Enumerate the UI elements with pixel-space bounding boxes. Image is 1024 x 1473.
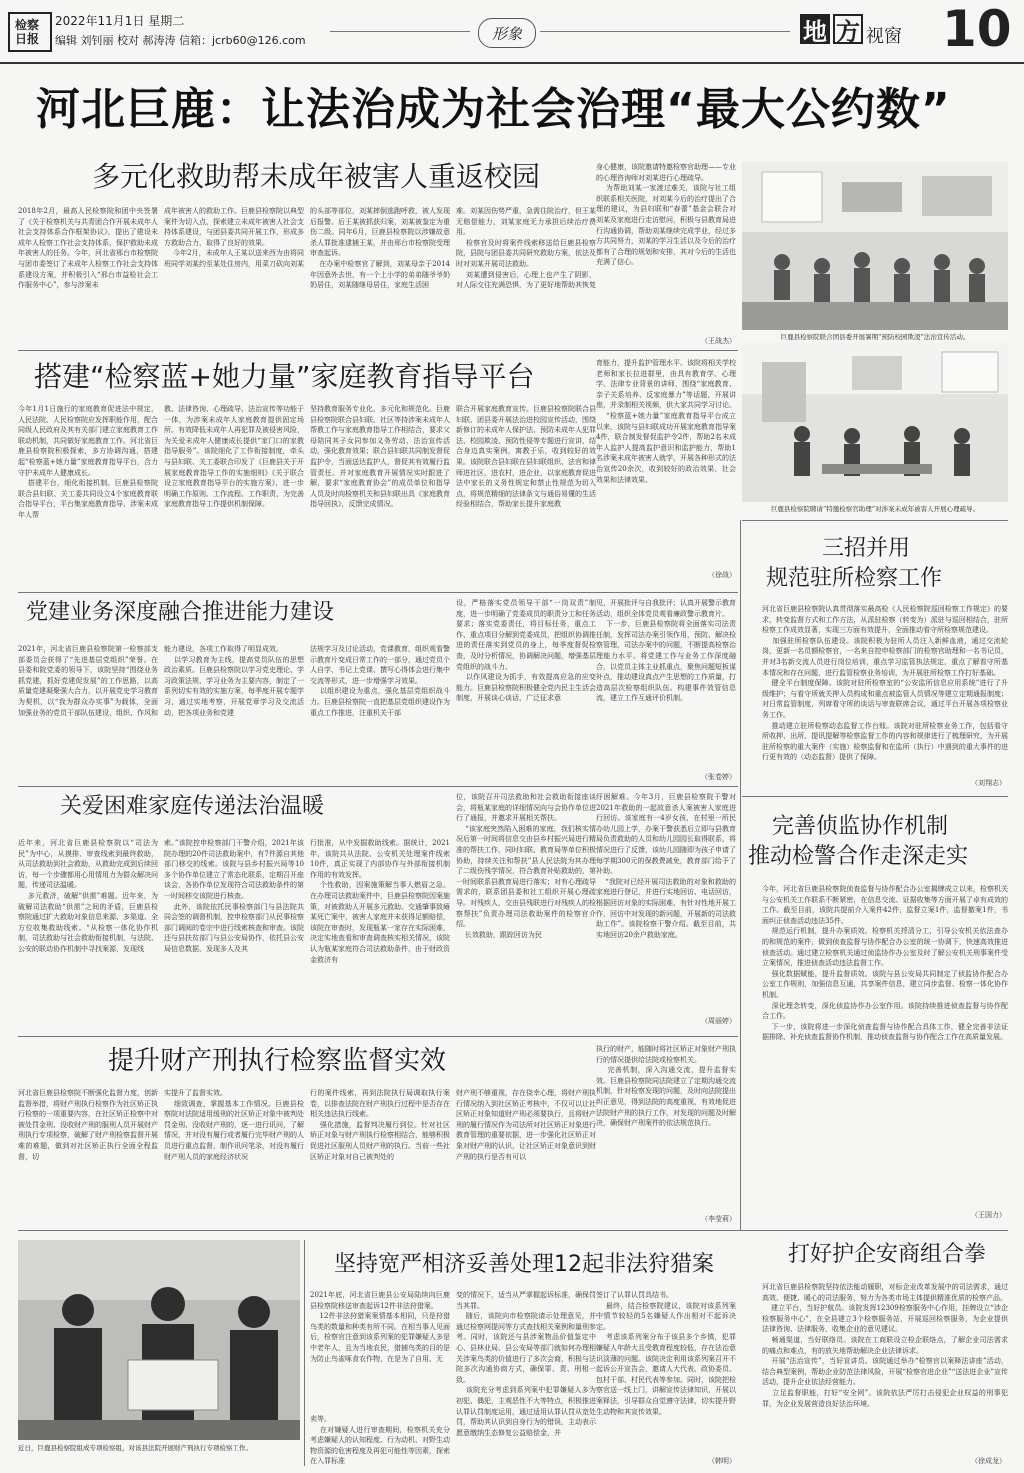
divider-5 bbox=[18, 1230, 1008, 1231]
divider-side-1 bbox=[742, 520, 1008, 521]
side-2-byline: （王国力） bbox=[971, 1211, 1006, 1219]
masthead bbox=[0, 0, 1024, 62]
article-4-col5: 纾困解难。今年3月，巨鹿县检察院干警对2021年救助的一起故意杀人案被害人家庭进行回访。该家庭有一4岁女孩，在村里一所民办幼儿园上学，办案干警获悉后立即与县教育局负责救助的人员和幼儿园园长取得联系，将情况进行了反馈，该幼儿园随即为孩子申请了每学期300元的保教费减免，教育部门给予了补助。 “我院对已经开展司法救助的对象和救助的家庭进行登记，并进行实地回访、电话回访，根据回访对象的实际困难，有针对性地开展工作，回访中对发现的新问题，开展新的司法救助工作”。该院检察干警介绍。截至目前，共实地回访20余户救助家庭。 bbox=[596, 793, 736, 939]
side-3-body: 河北省巨鹿县检察院坚持依法能动履职，对标企业改革发展中的司法需求，通过高效、便捷、暖心的司法服务，努力为各类市场主体提供精准优质的检察产品。 建立平台，当好护航员。该院发挥12309检察服务中心作用，挂牌设立“涉企检察服务中心”，在全县建立3个检察服务站，开展巡回检察服务，为企业提供法律咨询、法律服务，收集企业的意见建议。 畅通渠道，当好联络员。该院在工商联设立检企联络点，了解企业司法需求的痛点和难点，有的放矢地帮助解决企业法律诉求。 开展“法治宣传”，当好宣讲员。该院通过举办“检察官以案释法讲座”活动，结合典型案例，帮助企业防范法律风险，开展“检察官进企业”“送法进企业”宣传活动，提升企业依法经营能力。 立足监督职能，打好“安全网”。该院依法严厉打击侵犯企业权益的刑事犯罪，为企业发展营造良好法治环境。 bbox=[762, 1283, 1008, 1408]
section-badge-a: 地 bbox=[800, 14, 830, 44]
divider-side-2 bbox=[742, 796, 1008, 797]
main-headline: 河北巨鹿：让法治成为社会治理“最大公约数” bbox=[36, 84, 951, 135]
article-3-col1: 2021年，河北省巨鹿县检察院第一检察部支部委员会获得了“先进基层党组织”荣誉。在县委和院党委的领导下，该院坚持“围绕业务抓党建，抓好党建促发展”的工作思路，以高质量党建凝聚强大合力，以开展党史学习教育为契机，以“我为群众办实事”为载体，全面加强业务的党员干部队伍建设，组织、作风和 bbox=[18, 645, 158, 717]
article-5-col5: 执行的财产，能随时将社区矫正对象财产刑执行的情况提供给法院或检察机关。 完善机制，深入沟通交流，提升监督实效。巨鹿县检察院同法院建立了定期沟通交流机制，针对检察发现的问题，及时向法院提出纠正意见，得到法院的高度重视，有效地促进法院财产刑的执行工作，对发现的问题及时解决，确保财产刑案件的依法规范执行。 bbox=[596, 1045, 736, 1128]
side-1-title-line2: 规范驻所检察工作 bbox=[766, 566, 943, 591]
article-1-title: 多元化救助帮未成年被害人重返校园 bbox=[92, 160, 541, 193]
article-5-col3: 行的案件线索，再到法院执行局调取执行案卷，以排查法院在财产刑执行过程中是否存在相关违法执行线索。 强化措施，监督判决履行到位。针对社区矫正对象与财产刑执行检察相结合，能够积极促进社区服刑人员财产刑的执行。当前一些社区矫正对象对自己被判处的 bbox=[310, 1089, 450, 1161]
photo-inspection-team-image bbox=[18, 1240, 300, 1440]
article-6-col4: 签订了认罪认罚具结书。 最终，结合检察院建议，该院对该系列案中情节较轻的5名嫌疑人作出相对不起诉决定。 考虑该系列案分布于该县多个乡镇，犯罪嫌疑人年龄大且受教育程度较低，存在法治意识淡薄的问题。该院决定利用该系列案召开不起诉公开宣告会，邀请人大代表、政协委员、包村干部、村民代表等参加。同时，该院把检察官送一线上门，讲解宣传法律知识，开展以案释法，引导群众自觉遵守法律，切实提升野生动物和其宣传效果。 bbox=[596, 1291, 736, 1416]
column-rule-right bbox=[740, 520, 741, 1230]
article-2-col2: 教、法律咨询、心理疏导、法治宣传等功能于一体，为涉案未成年人家庭教育提供固定场所。有效降低未成年人再犯罪及被侵害风险，为关爱未成年人健康成长提供“家门口的家教指导服务”。该院细化了工作衔接制度，牵头与县妇联、关工委联合印发了《巨鹿县关于开展家庭教育指导工作的实施细则》《关于联合设立家庭教育指导平台的实施方案》，进一步明确工作原则、工作流程、工作职责，为完善家庭教育指导工作提供机制保障。 bbox=[164, 405, 304, 509]
article-3-title: 党建业务深度融合推进能力建设 bbox=[26, 600, 335, 625]
column-rule-bottom bbox=[304, 1240, 305, 1466]
article-5-col2: 实提升了监督实效。 细致调查，掌握基本工作情况。巨鹿县检察院对法院适用缓刑的社区矫正对象中被判处罚金刑、没收财产刑的，逐一进行讯问，了解情况，并对没有履行或者履行完毕财产刑的人员进行重点监督，制作讯问笔录，对没有履行财产刑人员的家庭经济状况 bbox=[164, 1089, 304, 1161]
side-2-title-line2: 推动检警合作走深走实 bbox=[748, 844, 969, 869]
article-2-title: 搭建“检察蓝+她力量”家庭教育指导平台 bbox=[34, 360, 535, 393]
column-tag bbox=[478, 18, 536, 48]
article-1-col4: 难。刘某因伤势严重，急需住院治疗，但王某无赔偿能力，刘某家庭无力承担后续治疗费用。 检察官及时将案件线索移送给巨鹿县检察院，县院与团县委共同研究救助方案，依法及时对刘某开展司法救助。 刘某遭到侵害后，心理上也产生了阴影，对人际交往充满恐惧，为了更好地帮助其恢复 bbox=[456, 207, 596, 290]
photo-campus-event-image bbox=[742, 162, 1008, 330]
issue-date: 2022年11月1日 星期二 bbox=[55, 14, 185, 28]
photo-1-caption: 巨鹿县检察院联合团县委开展暑期“预防校园欺凌”法治宣传活动。 bbox=[780, 333, 970, 341]
section-name: 视窗 bbox=[866, 26, 902, 47]
photo-counseling-image bbox=[742, 342, 1008, 502]
article-2-col5: 育能力，提升监护管理水平。该院将相关学校老师和家长拉进群里，由具有教育学、心理学、法律专业背景的讲师，围绕“家庭教育、亲子关系培养、反家庭暴力”等话题，开展讲座，并录制相关视频，供大家共同学习讨论。 “检察蓝+她力量”家庭教育指导平台成立以来，该院与县妇联成功开展家庭教育指导案4件，联合制发督促监护令2件，帮助2名未成年人监护人提高监护意识和监护能力，帮助1名涉案未成年被害人就学，开展各种形式的法治宣传20余次，收到较好的政治效果、社会效果和法律效果。 bbox=[596, 359, 736, 484]
side-1-body: 河北省巨鹿县检察院认真贯彻落实最高检《人民检察院巡回检察工作规定》的要求，转变监督方式和工作方法，从派驻检察（转变为）派驻与巡回相结合，驻所检察工作成效显著，实现三方面有效提升，全面推动看守所检察规范建设。 加强驻所检察队伍建设。该院积极为驻所人员注入新鲜血液，通过交流轮岗，更新一名员额检察官，一名来自控申检察部门的检察官助理和一名书记员，并对3名新交流人员进行岗位培训，重点学习监管执法规定，重点了解看守所基本情况和存在问题，进行监管检察业务培训，为开展驻所检察工作打好基础。 健全平台制度保障。该院对驻所检察室的“公安监所信息应用系统”进行了升级维护；与看守所就关押人员构成和重点被监管人员情况等建立定期通报制度；对日常监管制度，列席看守所的谈话与审查联席会议，通过平台开展各项检察业务工作。 推动建立驻所检察动态监督工作台账。该院对驻所检察业务工作，包括看守所收押、出所、提讯提解等检察监督工作的内容和规律进行了梳理研究，为开展驻所检察的重大案件（实施）检察监督和在监所（执行）中遇到的重大事件的进行更有效的（动态监督）提供了保障。 bbox=[762, 605, 1008, 762]
logo-text: 检察日报 bbox=[15, 18, 40, 46]
article-5-col4: 财产刑不够重视，存在侥幸心理，将财产刑执行情况纳入到社区矫正考核中，不仅可以让社区矫正对象知道财产刑必须要执行，且将财产刑的履行情况作为司法所对社区矫正对象进行教育管理的重要依据，进一步强化社区矫正对象对财产刑的认识，让社区矫正对象意识到财产刑的执行是否有可以 bbox=[456, 1089, 596, 1161]
section-badge-b: 方 bbox=[833, 14, 863, 44]
article-6-col1: 2021年底，河北省巨鹿县公安局陆续向巨鹿县检察院移送审查起诉12件非法狩猎案。 12件非法狩猎案案情基本相同，只是狩猎鸟类的数量和种类有所不同。在相当事人见面后，检察官注意到该系列案的犯罪嫌疑人多是中老年人，且为当地农民，猎捕鸟类的目的是为防止鸟雀啄食农作物，在是为了自用、无 bbox=[310, 1291, 450, 1363]
masthead-rule bbox=[330, 31, 470, 32]
article-3-col3: 法规学习及讨论活动，党课教育，组织观看警示教育片变成日常工作的一部分，通过党员个人自学、书记上党课、撰写心得体会进行集中交流等形式，进一步增强学习效果。 以组织建设为重点，强化基层党组织战斗力。巨鹿县检察院一直把基层党组织建设作为重点工作推进，注重机关干部 bbox=[310, 645, 450, 717]
side-1-byline: （刘翔志） bbox=[971, 779, 1006, 787]
article-6-col2: 卖等。 在对嫌疑人进行审查期间，检察机关充分考虑嫌疑人的认知程度、行为动机、对野生动物资源的危害程度及再犯可能性等因素，探索在入罪标准 bbox=[310, 1415, 450, 1466]
article-2-col1: 今年1月1日施行的家庭教育促进法中规定，人民法院、人民检察院应发挥职能作用，配合同级人民政府及其有关部门建立家庭教育工作联动机制，共同做好家庭教育工作。河北省巨鹿县检察院积极探索，多方协调沟通，搭建起“检察蓝+她力量”家庭教育指导平台，合力守护未成年人健康成长。 搭建平台，细化衔接机制。巨鹿县检察院联合县妇联、关工委共同设立4个家庭教育联合指导平台，平台集家庭教育指导、涉案未成年人帮 bbox=[18, 405, 158, 519]
article-1-col3: 的头部等部位，刘某摔倒逃跑呼救，被人发现后报警。后王某被抓获归案，刘某被鉴定为重伤二级。同年6月，巨鹿县检察院以涉嫌故意杀人罪批准逮捕王某，并由邢台市检察院受理审查起诉。 在办案中检察官了解到，刘某母亲于2014年因意外去世，有一个上小学的弟弟随爷爷奶奶居住，刘某随继母居住，家庭生活困 bbox=[310, 207, 450, 290]
article-1-col5: 身心健康，该院邀请特邀检察官助理——专业的心理咨询师对刘某进行心理疏导。 为帮助刘某一家渡过难关，该院与社工组织联系相关医院，对刘某今后的治疗提出了合理的建议，为县妇联和“春蕾”基金会联合对刘某及家庭进行走访慰问，积极与县教育局进行沟通协调，帮助刘某继续完成学业，经过多方共同努力，刘某的学习生活以及今后的治疗都有了合理的规划和安排，其对今后的生活也充满了信心。 bbox=[596, 163, 736, 267]
article-5-title: 提升财产刑执行检察监督实效 bbox=[108, 1046, 447, 1076]
article-2-col3: 坚持教育服务专业化、多元化和规范化。巨鹿县检察院联合县妇联、社区等持涉案未成年人帮教工作与家庭教育指导工作相结合，要求父母陪同其子女同参加义务劳动、法治宣传活动，强化教育效果；联合县妇联共同制发督促监护令，当面送达监护人，督促其有效履行监管责任。并对家庭教育开展情况实时跟进了解，要求“家庭教育协会”的成员单位和指导人员及时向检察机关和县妇联出具《家庭教育指导回执》，反馈完成情况。 bbox=[310, 405, 450, 509]
divider-2 bbox=[18, 592, 738, 593]
article-4-byline: （周丽婷） bbox=[701, 1017, 736, 1025]
article-3-col4: 设，严格落实党员领导干部“一岗双责”制度，进一步明确了党委成员的职责分工和任务要求；落实党委责任，将目标任务，重点工作、重点项目分解到党委成员，把组织协调推进的责任落实到党员的身上，每季度督促检查，及时分析情况，协调解决问题，增强基层党组织的战斗力。 以作风建设为抓手，有效提高应急的应变能力。巨鹿县检察院积极健全党内民主生活会制度，开展谈心谈话，广泛征求意 bbox=[456, 599, 596, 703]
article-3-byline: （张卷婷） bbox=[701, 773, 736, 781]
side-2-title-line1: 完善侦监协作机制 bbox=[772, 814, 949, 839]
photo-campus-event bbox=[742, 162, 1008, 330]
photo-inspection-team bbox=[18, 1240, 300, 1440]
article-1-col1: 2018年2月，最高人民检察院和团中央签署了《关于检察机关与共青团合作开展未成年人社会支持体系合作框架协议》，提出了建设未成年人检察工作社会支持体系，保护救助未成年被害人的任务。今年，河北省邢台市检察院与团市委签订了未成年人检察工作社会支持体系建设方案，并积极引入“邢台市益检社会工作服务中心”，参与涉案未 bbox=[18, 207, 158, 290]
side-2-body: 今年，河北省巨鹿县检察院侦查监督与协作配合办公室揭牌成立以来，检察机关与公安机关工作联系不断紧密，在信息交流、证据收集等方面开展了卓有成效的工作。截至目前，该院共提前介入案件42件，监督立案1件，监督撤案1件，书面纠正侦查活动违法35件。 规范运行机制，提升办案质效。检察机关捋清分工，引导公安机关依法查办的和规范的案件，做到侦查监督与协作配合办公室的统一协调下，快速高效推进侦查活动。通过建立检察机关通过侦监协作办公室及时了解公安机关刑事案件受立案情况，推进侦查活动违法监督工作。 强化数据赋能，提升监督质效。该院与县公安局共同制定了侦监协作配合办公室工作规则，加强信息互通，共享案件信息，建立同步监督、检察一体化协作机制。 深化理念转变，深化侦监协作办公室作用。该院持续推进侦查监督与协作配合工作。 下一步，该院将进一步深化侦查监督与协作配合具体工作，健全完善非法证据排除、补充侦查监督协作机制，推动侦查监督与协作配合工作在高质量发展。 bbox=[762, 885, 1008, 1042]
column-tag-text: 形象 bbox=[491, 24, 522, 43]
page-number: 10 bbox=[942, 0, 1012, 58]
divider-1 bbox=[18, 350, 738, 351]
side-3-title: 打好护企安商组合拳 bbox=[788, 1242, 987, 1267]
photo-3-caption: 近日，巨鹿县检察院组成专项检察组，对该县法院开展财产刑执行专项检察工作。 bbox=[18, 1444, 252, 1452]
side-1-title-line1: 三招并用 bbox=[822, 536, 911, 561]
article-4-title: 关爱困难家庭传递法治温暖 bbox=[60, 794, 325, 819]
article-2-byline: （徐战） bbox=[708, 571, 736, 579]
article-6-byline: （韩明） bbox=[708, 1457, 736, 1465]
editor-line: 编辑 刘钊丽 校对 郝涛涛 信箱：jcrb60@126.com bbox=[55, 34, 306, 47]
article-4-col1: 近年来，河北省巨鹿县检察院以“司法为民”为中心，从摸排、审查线索到最终救助，从司法救助到社会救助，从救助完成到后续回访，每一个步骤都用心用情用力为群众解决问题，传递司法温暖。 多元救济，破解“供需”难题。近年来，为破解司法救助“供需”之间的矛盾，巨鹿县检察院通过扩大救助对象信息来源、多渠道、全方位收集救助线索。“从检察一体化协作机制，司法救助与社会救助衔接机制，与法院、公安的联动协作机制中寻找案源，发现线 bbox=[18, 839, 158, 953]
photo-2-caption: 巨鹿县检察院聘请“特邀检察官助理”对涉案未成年被害人开展心理疏导。 bbox=[770, 505, 980, 513]
article-4-col2: 索。”该院控申检察部门干警介绍，2021年该院办理的20件司法救助案中，有7件源自其他部门移交的线索。该院与县乡村振兴局等10多个协作单位建立了常态化联系，定期召开座谈会，各协作单位发现符合司法救助条件的第一时间移交该院进行核查。 此外，该院依托民事检察部门与县法院共同会签的调督机制，控申检察部门从民事检察部门调阅的卷宗中进行线索核查和审查。该院还与县扶贫部门与县公安局协作，依托县公安局信息数据，发现多人及其 bbox=[164, 839, 304, 953]
article-4-col4: 位，该院召开司法救助和社会救助衔接座谈会，将瓶某家庭的详细情况向与会协作单位进行了通报，并邀求开展相关帮扶。 “该家庭突然陷入困难的家庭，我们核实情况后第一时间将信息交由县乡村振兴局进行精准的帮扶工作，同时妇联、教育局等单位积极协助，持续关注和帮扶”县人民法院为其办理了二级伤残学情况，符合教育补贴救助的，第一时间联系县教育局进行落实；对有心理疏导需求的，联系团县委和社工组织开展心理疏导。对残疾人，交由县残联进行对残疾人的检察帮扶”负责办理司法救助案件的检察官介绍。 长效救助，跟踪回访为民 bbox=[456, 793, 596, 939]
photo-counseling bbox=[742, 342, 1008, 502]
top-rule bbox=[0, 62, 1024, 64]
article-4-col3: 行批准，从中发掘救助线索。据统计，2021年，该院共从法院、公安机关处理案件线索10件，真正实现了内部协作与外部衔接机制作用的有效发挥。 个性救助，因案施策解当事人燃眉之急。在办理司法救助案件中，巨鹿县检察院因案施策，对被救助人开展多元救助。交通肇事致瘫某死亡案中，被害人家庭并未获得足额赔偿，该院在审查时，发现瓶某一家存在实际困难，决定实地查看和审查调查核实相关情况，该院认为瓶某家庭符合司法救助条件，由于财政资金救济有 bbox=[310, 839, 450, 964]
article-1-col2: 成年被害人的救助工作。巨鹿县检察院以典型案件为切入点，探索建立未成年被害人社会支持体系建设，与团县委共同开展工作，形成多方救助合力，取得了良好的效果。 今年2月，未成年人王某以送来西为由将同班同学刘某约至某处住房内，用菜刀砍向刘某 bbox=[164, 207, 304, 268]
article-3-col2: 能力建设，各项工作取得了明显成效。 以学习教育为主线，提高党员队伍的思想政治素质。巨鹿县检察院以学习党史理论、学习政策法规、学习业务为主要内容，制定了一系列切实有效的实施方案，每季度开展专题学习，通过实地考察，开展党章学习及交流活动，把各项业务和党建 bbox=[164, 645, 304, 717]
article-1-byline: （王战杰） bbox=[701, 337, 736, 345]
article-5-col1: 河北省巨鹿县检察院不断强化监督力度，创新监督举措，将财产刑执行检察作为社区矫正执行检察的一项重要内容，在社区矫正检察中对被处罚金刑、没收财产刑的服刑人员开展财产刑执行专项检察，破解了财产刑检察监督开展难的难题，做到对社区矫正执行全面全程监督，切 bbox=[18, 1089, 158, 1161]
masthead-rule-2 bbox=[540, 31, 790, 32]
article-2-col4: 联合开展家庭教育宣传。巨鹿县检察院联合县妇联、团县委开展法治进校园宣传活动，围绕新修订的未成年人保护法、预防未成年人犯罪法、校园欺凌、预防性侵等专题进行宣讲，结合身边真实案例，寓教于乐，收到较好的效果。该院联合县妇联在县妇联组织、法官和律师进社区，进农村，进企业，以家庭教育促进法中家长的义务性规定和禁止性规范为切入点，将规范精细的法律条文与通俗易懂的生活经验相结合，帮助家长提升家庭教 bbox=[456, 405, 596, 509]
article-6-title: 坚持宽严相济妥善处理12起非法狩猎案 bbox=[334, 1252, 714, 1277]
divider-4 bbox=[18, 1036, 738, 1037]
article-5-byline: （李莹莉） bbox=[701, 1215, 736, 1223]
article-6-col3: 变的情况下，适当从严掌握起诉标准，确保罚当其罪。 随后，该院向市检察院请示处理意见，并通过检察网提问等方式查找相关案例和量刑参考。同时，该院还与县涉案物品价值鉴定中心、县林业局、县公安局等部门就如何办理相关涉案鸟类的价值进行了多次会商，积极与法院多次沟通协商方式，确保罪、责、刑相一致。 该院充分考虑到系列案中犯罪嫌疑人多为初犯、偶犯，主观恶性不大等特点，积极推进认罪认罚制度运用，通过适用认罪认罚从宽处罚，帮助其认识到自身行为的错误，主动表示愿意缴纳生态修复公益赔偿金，并 bbox=[456, 1291, 596, 1437]
article-3-col5: 见，开展批评与自我批评；认真开展警示教育活动，组织全体党员观看廉政警示教育片。 下一步，巨鹿县检察院将全面落实司法责任制，发挥司法办案引领作用，预防、解决检察管理，司法办案中的问题，不断提高检察治理能力水平。将党建工作与业务工作深度融合，以党员主体主业抓重点，聚焦问题短板谋补点，推动建设真点产生思想的工作质量，打造高层次检察组织队伍。构建事件效管信息流，建立工作互通评价机制。 bbox=[596, 599, 736, 703]
divider-3 bbox=[18, 786, 738, 787]
newspaper-logo bbox=[8, 12, 52, 52]
side-3-byline: （徐成龙） bbox=[971, 1457, 1006, 1465]
